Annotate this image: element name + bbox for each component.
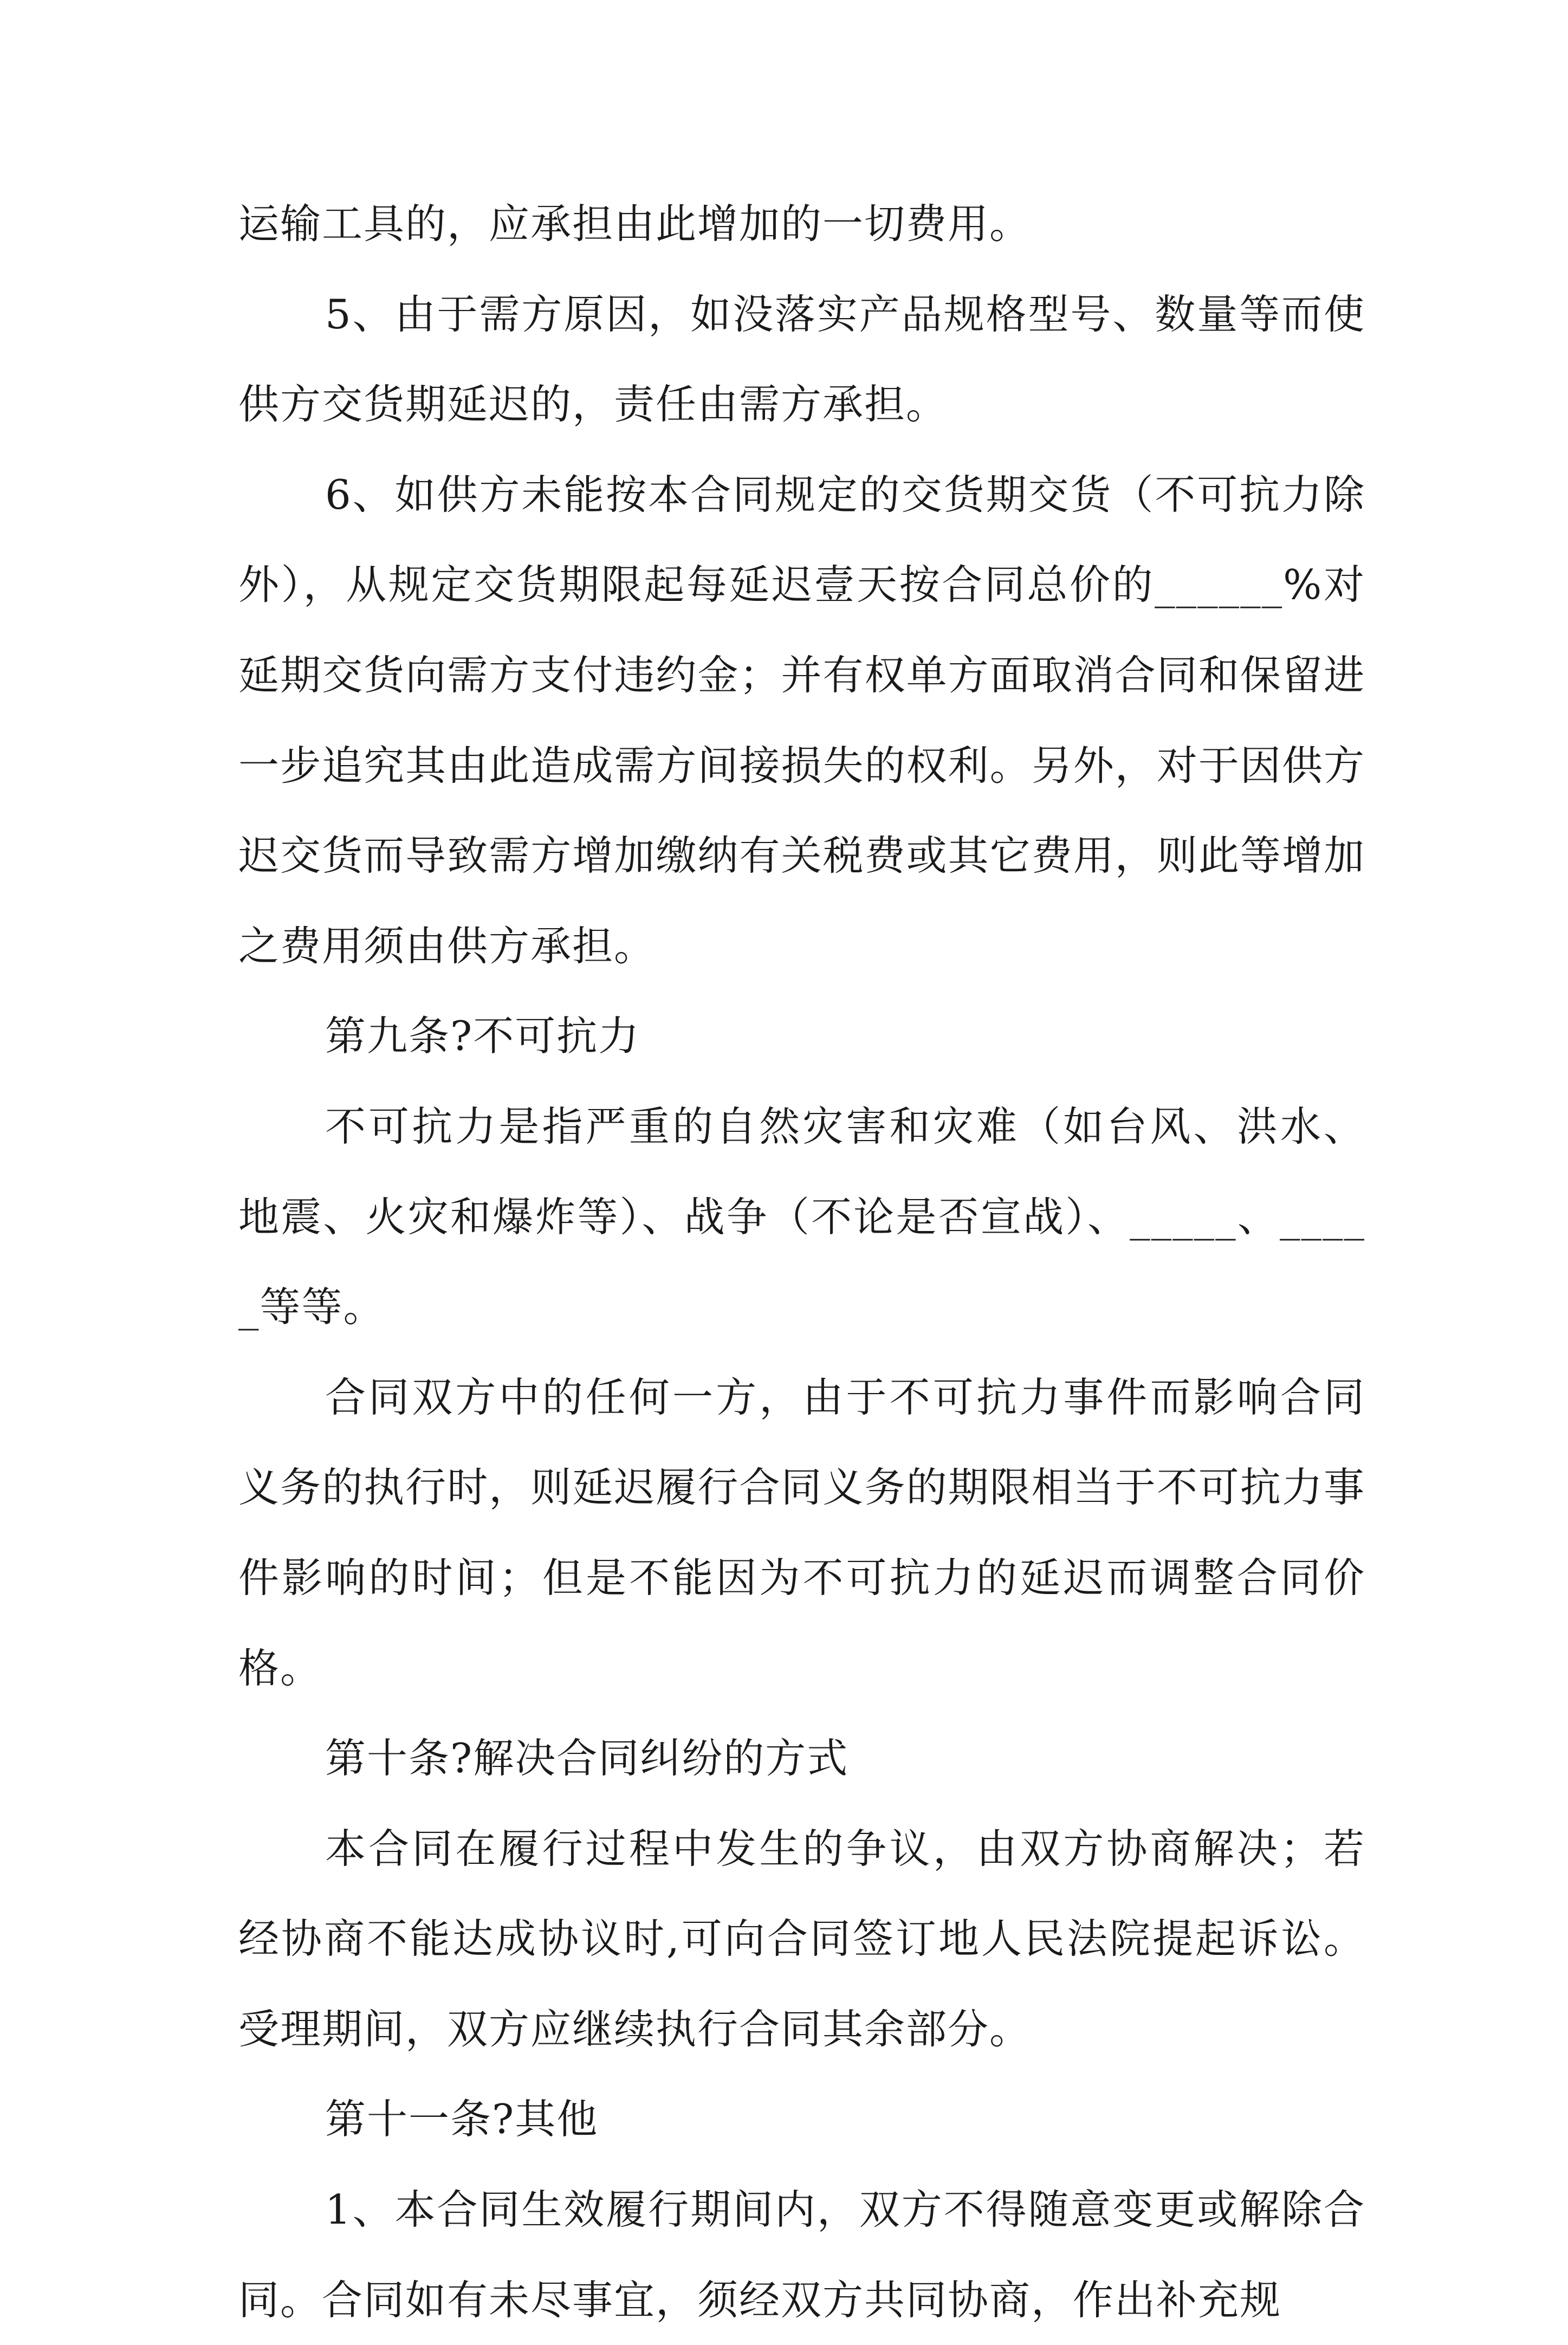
paragraph-clause-5: 5、由于需方原因，如没落实产品规格型号、数量等而使供方交货期延迟的，责任由需方承担。 [238,290,1365,429]
section-heading-force-majeure: 第九条?不可抗力 [325,1012,640,1060]
paragraph-clause-6: 6、如供方未能按本合同规定的交货期交货（不可抗力除外），从规定交货期限起每延迟壹天按合同总价的______%对延期交货向需方支付违约金；并有权单方面取消合同和保留进一步追究其由此造成需方间接损失的权利。另外，对于因供方迟交货而导致需方增加缴纳有关税费或其它费用，则此等增加之费用须由供方承担。 [238,470,1365,970]
paragraph-other-clause-1: 1、本合同生效履行期间内，双方不得随意变更或解除合同。合同如有未尽事宜，须经双方共同协商，作出补充规 [238,2186,1365,2324]
paragraph-force-majeure-definition: 不可抗力是指严重的自然灾害和灾难（如台风、洪水、地震、火灾和爆炸等）、战争（不论是否宣战）、_____、_____等等。 [238,1102,1365,1331]
document-body [238,179,1365,2345]
paragraph-force-majeure-effect: 合同双方中的任何一方，由于不可抗力事件而影响合同义务的执行时，则延迟履行合同义务的期限相当于不可抗力事件影响的时间；但是不能因为不可抗力的延迟而调整合同价格。 [238,1373,1365,1692]
section-heading-other: 第十一条?其他 [325,2095,599,2143]
section-heading-dispute-resolution: 第十条?解决合同纠纷的方式 [325,1734,849,1783]
paragraph-dispute-resolution: 本合同在履行过程中发生的争议，由双方协商解决；若经协商不能达成协议时,可向合同签订地人民法院提起诉讼。受理期间，双方应继续执行合同其余部分。 [238,1824,1365,2053]
paragraph-continuation: 运输工具的，应承担由此增加的一切费用。 [238,200,1032,248]
